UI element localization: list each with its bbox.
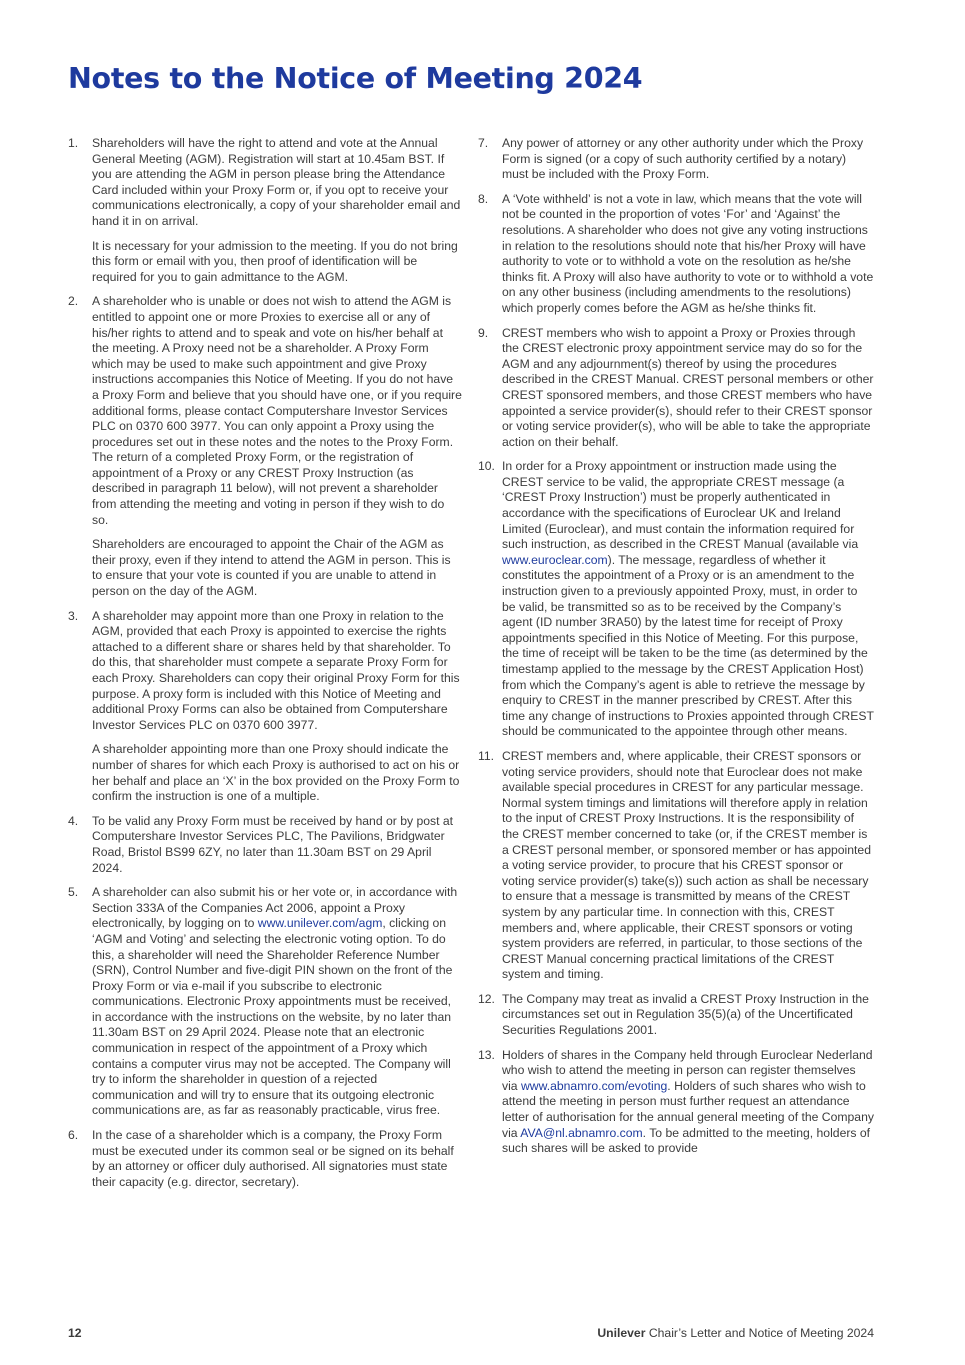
note-4 (68, 814, 462, 876)
note-paragraph: A shareholder may appoint more than one Proxy in relation to the AGM, provided that each Proxy is appointed to exercise the rights attached to a different share or shares held by that shareholder. To do this, that shareholder must compete a separate Proxy Form for each Proxy. Shareholders can copy their original Proxy Form for this purpose. A proxy form is included with this Notice of Meeting and additional Proxy Forms can also be obtained from Computershare Investor Services PLC on 0370 600 3977. (92, 608, 460, 732)
note-text: . To be admitted to the meeting, holders of such shares will be asked to provide (502, 1125, 871, 1156)
note-paragraph: A ‘Vote withheld’ is not a vote in law, which means that the vote will not be counted in the proportion of votes ‘For’ and ‘Against’ the resolutions. A shareholder who does not give any voting instructions in relation to the resolutions should note that his/her Proxy will have authority to vote or to withhold a vote on the resolution as he/she thinks fit. A Proxy will also have authority to vote or to withhold a vote on any other business (including amendments to the resolutions) which properly comes before the AGM as he/she thinks fit. (502, 191, 874, 315)
note-number: 5. (68, 885, 79, 900)
note-paragraph (92, 885, 462, 1119)
note-paragraph: A shareholder appointing more than one Proxy should indicate the number of shares for which each Proxy is authorised to act on his or her behalf and place an ‘X’ in the box provided on the Proxy Form to confirm the instruction is one of a multiple. (92, 742, 460, 804)
note-8 (478, 192, 874, 317)
note-number: 10. (478, 459, 495, 474)
note-text: ). The message, regardless of whether it constitutes the appointment of a Proxy or is an amendment to the instruction given to a previously appointed Proxy, must, in order to be valid, be transmitted so as to be received by the Company’s agent (ID number 3RA50) by the latest time for receipt of Proxy appointments specified in this Notice of Meeting. For this purpose, the time of receipt will be taken to be the time (as determined by the timestamp applied to the message by the CREST Application Host) from which the Company’s agent is able to retrieve the message by enquiry to CREST in the manner prescribed by CREST. After this time any change of instructions to Proxies appointed through CREST should be communicated to the appointee through other means. (502, 552, 874, 739)
ava-email-link[interactable]: AVA@nl.abnamro.com (520, 1125, 643, 1140)
note-paragraph: CREST members who wish to appoint a Proxy or Proxies through the CREST electronic proxy appointment service may do so for the AGM and any adjournment(s) thereof by using the procedures described in the CREST Manual. CREST personal members or other CREST sponsored members, and those CREST members who have appointed a service provider(s), should refer to their CREST sponsor or voting service provider(s), who will be able to take the appropriate action on their behalf. (502, 325, 874, 449)
note-2 (68, 294, 462, 599)
note-paragraph: CREST members and, where applicable, their CREST sponsors or voting service providers, should note that Euroclear does not make available special procedures in CREST for any particular message. Normal system timings and limitations will therefore apply in relation to the input of CREST Proxy Instructions. It is the responsibility of the CREST member concerned to take (or, if the CREST member is a CREST personal member, or sponsored member or has appointed a voting service provider, to procure that his CREST sponsor or voting service provider(s) take(s)) such action as shall be necessary to ensure that a message is transmitted by means of the CREST system by any particular time. In connection with this, CREST members and, where applicable, their CREST sponsors or voting system providers are referred, in particular, to those sections of the CREST Manual concerning practical limitations of the CREST system and timing. (502, 748, 871, 982)
euroclear-link[interactable]: www.euroclear.com (502, 552, 608, 567)
note-number: 6. (68, 1128, 79, 1143)
note-number: 1. (68, 136, 79, 150)
note-5 (68, 885, 462, 1119)
note-paragraph: Shareholders are encouraged to appoint the Chair of the AGM as their proxy, even if they intend to attend the AGM in person. This is to ensure that your vote is counted if you are unable to attend in person on the day of the AGM. (92, 537, 451, 599)
footer-doc-title: Chair’s Letter and Notice of Meeting 2024 (645, 1326, 874, 1340)
notes-column-left (68, 136, 462, 1199)
note-text: , clicking on ‘AGM and Voting’ and selecting the electronic voting option. To do this, a shareholder will need the Shareholder Reference Number (SRN), Control Number and five-digit PIN shown on the front of the Proxy Form or via e-mail if you subscribe to electronic communications. Electronic Proxy appointments must be received, in accordance with the instructions on the website, by no later than 11.30am BST on 29 April 2024. Please note that an electronic communication in respect of the appointment of a Proxy which contains a computer virus may not be accepted. The Company will try to inform the shareholder in question of a rejected communication and will try to ensure that its outgoing electronic communications are, as far as reasonably practicable, virus free. (92, 916, 453, 1118)
note-paragraph (502, 459, 874, 740)
note-6 (68, 1128, 462, 1190)
note-number: 8. (478, 191, 489, 206)
note-paragraph: Shareholders will have the right to attend and vote at the Annual General Meeting (AGM). Registration will start at 10.45am BST. If you are attending the AGM in person please bring the Attendance Card included within your Proxy Form or, if you opt to receive your communications electronically, a copy of your shareholder email and hand it in on arrival. (92, 136, 461, 228)
note-number: 7. (478, 136, 489, 150)
note-number: 3. (68, 608, 79, 623)
note-12 (478, 992, 874, 1039)
note-13 (478, 1048, 874, 1157)
note-9 (478, 326, 874, 451)
note-number: 13. (478, 1047, 495, 1062)
note-number: 2. (68, 294, 79, 309)
note-number: 12. (478, 991, 495, 1006)
note-paragraph: To be valid any Proxy Form must be received by hand or by post at Computershare Investor Services PLC, The Pavilions, Bridgwater Road, Bristol BS99 6ZY, no later than 11.30am BST on 29 April 2024. (92, 813, 454, 875)
note-paragraph: It is necessary for your admission to the meeting. If you do not bring this form or email with you, then proof of identification will be required for you to gain admittance to the AGM. (92, 238, 458, 284)
note-number: 4. (68, 813, 79, 828)
page-number: 12 (68, 1326, 82, 1340)
note-paragraph: In the case of a shareholder which is a company, the Proxy Form must be executed under its common seal or be signed on its behalf by an attorney or officer duly authorised. All signatories must state their capacity (e.g. director, secretary). (92, 1128, 454, 1189)
unilever-agm-link[interactable]: www.unilever.com/agm (257, 916, 383, 931)
page-title: Notes to the Notice of Meeting 2024 (68, 62, 643, 95)
note-paragraph (502, 1048, 874, 1157)
note-paragraph: Any power of attorney or any other authority under which the Proxy Form is signed (or a copy of such authority certified by a notary) must be included with the Proxy Form. (502, 136, 864, 182)
note-1 (68, 136, 462, 285)
note-11 (478, 749, 874, 983)
note-text: A shareholder can also submit his or her vote or, in accordance with Section 333A of the Companies Act 2006, appoint a Proxy electronically, by logging on to (92, 885, 458, 931)
note-paragraph: A shareholder who is unable or does not wish to attend the AGM is entitled to appoint one or more Proxies to exercise all or any of his/her rights to attend and to speak and vote on his/her behalf at the meeting. A Proxy need not be a shareholder. A Proxy Form which may be used to make such appointment and give Proxy instructions accompanies this Notice of Meeting. If you do not have a Proxy Form and believe that you should have one, or if you require additional forms, please contact Computershare Investor Services PLC on 0370 600 3977. You can only appoint a Proxy using the procedures set out in these notes and the notes to the Proxy Form. The return of a completed Proxy Form, or the registration of appointment of a Proxy or any CREST Proxy Instruction (as described in paragraph 11 below), will not prevent a shareholder from attending the meeting and voting in person if they wish to do so. (92, 294, 462, 527)
note-number: 11. (478, 748, 495, 763)
notes-column-right (478, 136, 874, 1166)
note-text: Holders of shares in the Company held through Euroclear Nederland who wish to attend the meeting in person can register themselves via (502, 1047, 873, 1093)
note-7 (478, 136, 874, 183)
note-text: In order for a Proxy appointment or instruction made using the CREST service to be valid, the appropriate CREST message (a ‘CREST Proxy Instruction’) must be properly authenticated in accordance with the specifications of Euroclear UK and Ireland Limited (Euroclear), and must contain the information required for such instruction, as described in the CREST Manual (available via (502, 459, 859, 552)
note-text: . Holders of such shares who wish to attend the meeting in person must further request an attendance letter of authorisation for the annual general meeting of the Company via (502, 1078, 874, 1140)
footer-brand: Unilever (597, 1326, 646, 1340)
note-paragraph: The Company may treat as invalid a CREST Proxy Instruction in the circumstances set out in Regulation 35(5)(a) of the Uncertificated Securities Regulations 2001. (502, 991, 869, 1038)
footer-title (597, 1326, 874, 1340)
note-3 (68, 609, 462, 805)
abnamro-evoting-link[interactable]: www.abnamro.com/evoting (520, 1078, 668, 1093)
note-number: 9. (478, 325, 489, 340)
note-10 (478, 459, 874, 740)
